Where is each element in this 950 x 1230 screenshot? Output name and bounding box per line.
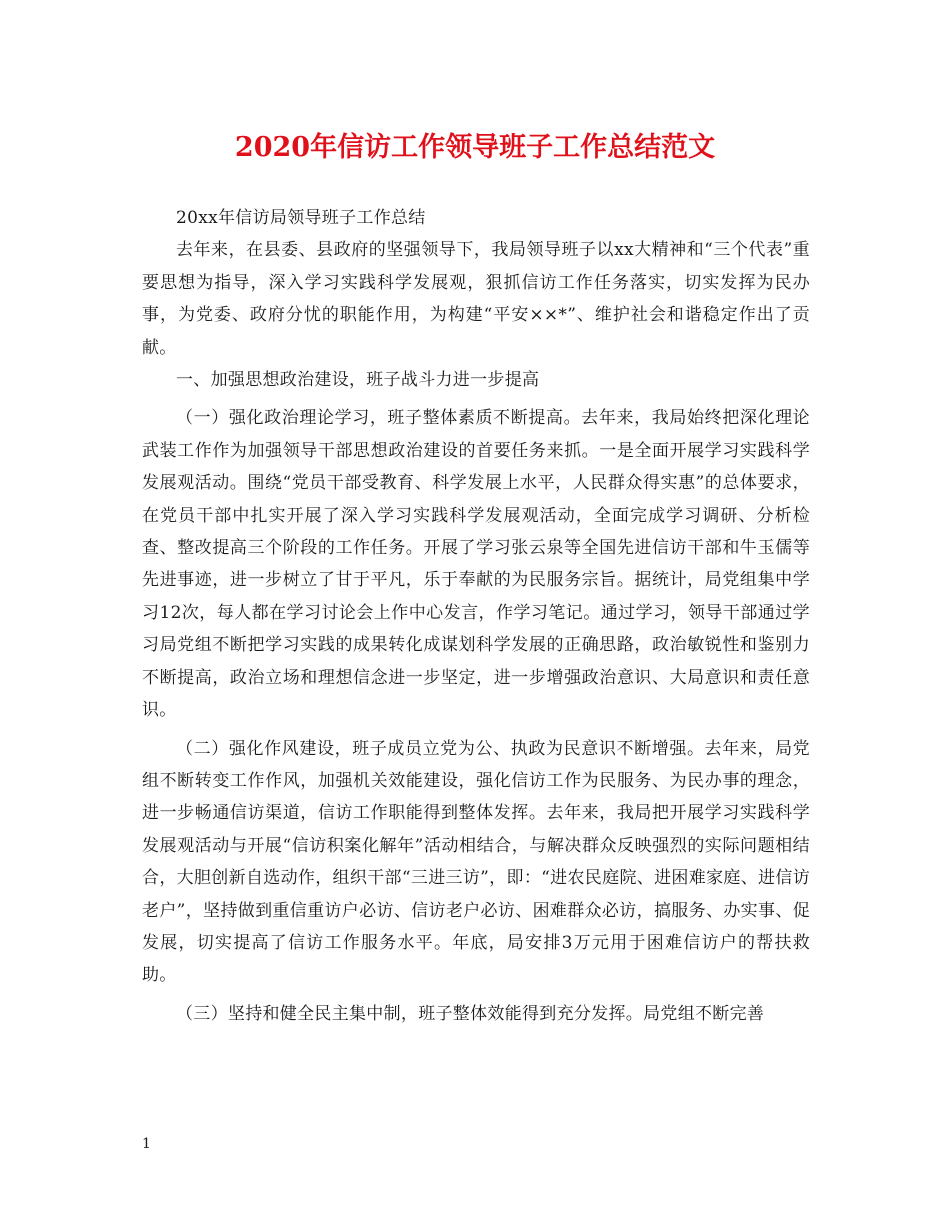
- section-heading-1: 一、加强思想政治建设，班子战斗力进一步提高: [176, 370, 540, 391]
- paragraph-item-2: （二）强化作风建设，班子成员立党为公、执政为民意识不断增强。去年来，局党组不断转变工作作风，加强机关效能建设，强化信访工作为民服务、为民办事的理念，进一步畅通信访渠道，信访工作职能得到整体发挥。去年来，我局把开展学习实践科学发展观活动与开展“信访积案化解年”活动相结合，与解决群众反映强烈的实际问题相结合，大胆创新自选动作，组织干部“三进三访”，即：“进农民庭院、进困难家庭、进信访老户”，坚持做到重信重访户必访、信访老户必访、困难群众必访，搞服务、办实事、促发展，切实提高了信访工作服务水平。年底，局安排3万元用于困难信访户的帮扶救助。: [142, 738, 810, 986]
- paragraph-intro: 去年来，在县委、县政府的坚强领导下，我局领导班子以xx大精神和“三个代表”重要思想为指导，深入学习实践科学发展观，狠抓信访工作任务落实，切实发挥为民办事，为党委、政府分忧的职能作用，为构建“平安××*”、维护社会和谐稳定作出了贡献。: [142, 240, 810, 358]
- paragraph-item-1: （一）强化政治理论学习，班子整体素质不断提高。去年来，我局始终把深化理论武装工作作为加强领导干部思想政治建设的首要任务来抓。一是全面开展学习实践科学发展观活动。围绕“党员干部受教育、科学发展上水平，人民群众得实惠”的总体要求，在党员干部中扎实开展了深入学习实践科学发展观活动，全面完成学习调研、分析检查、整改提高三个阶段的工作任务。开展了学习张云泉等全国先进信访干部和牛玉儒等先进事迹，进一步树立了甘于平凡，乐于奉献的为民服务宗旨。据统计，局党组集中学习12次，每人都在学习讨论会上作中心发言，作学习笔记。通过学习，领导干部通过学习局党组不断把学习实践的成果转化成谋划科学发展的正确思路，政治敏锐性和鉴别力不断提高，政治立场和理想信念进一步坚定，进一步增强政治意识、大局意识和责任意识。: [142, 408, 810, 721]
- page-number: 1: [142, 1136, 151, 1152]
- document-title: 2020年信访工作领导班子工作总结范文: [234, 132, 716, 163]
- paragraph-item-3: （三）坚持和健全民主集中制，班子整体效能得到充分发挥。局党组不断完善: [176, 1003, 765, 1024]
- paragraph-subtitle: 20xx年信访局领导班子工作总结: [176, 208, 426, 228]
- document-body: [142, 202, 810, 1036]
